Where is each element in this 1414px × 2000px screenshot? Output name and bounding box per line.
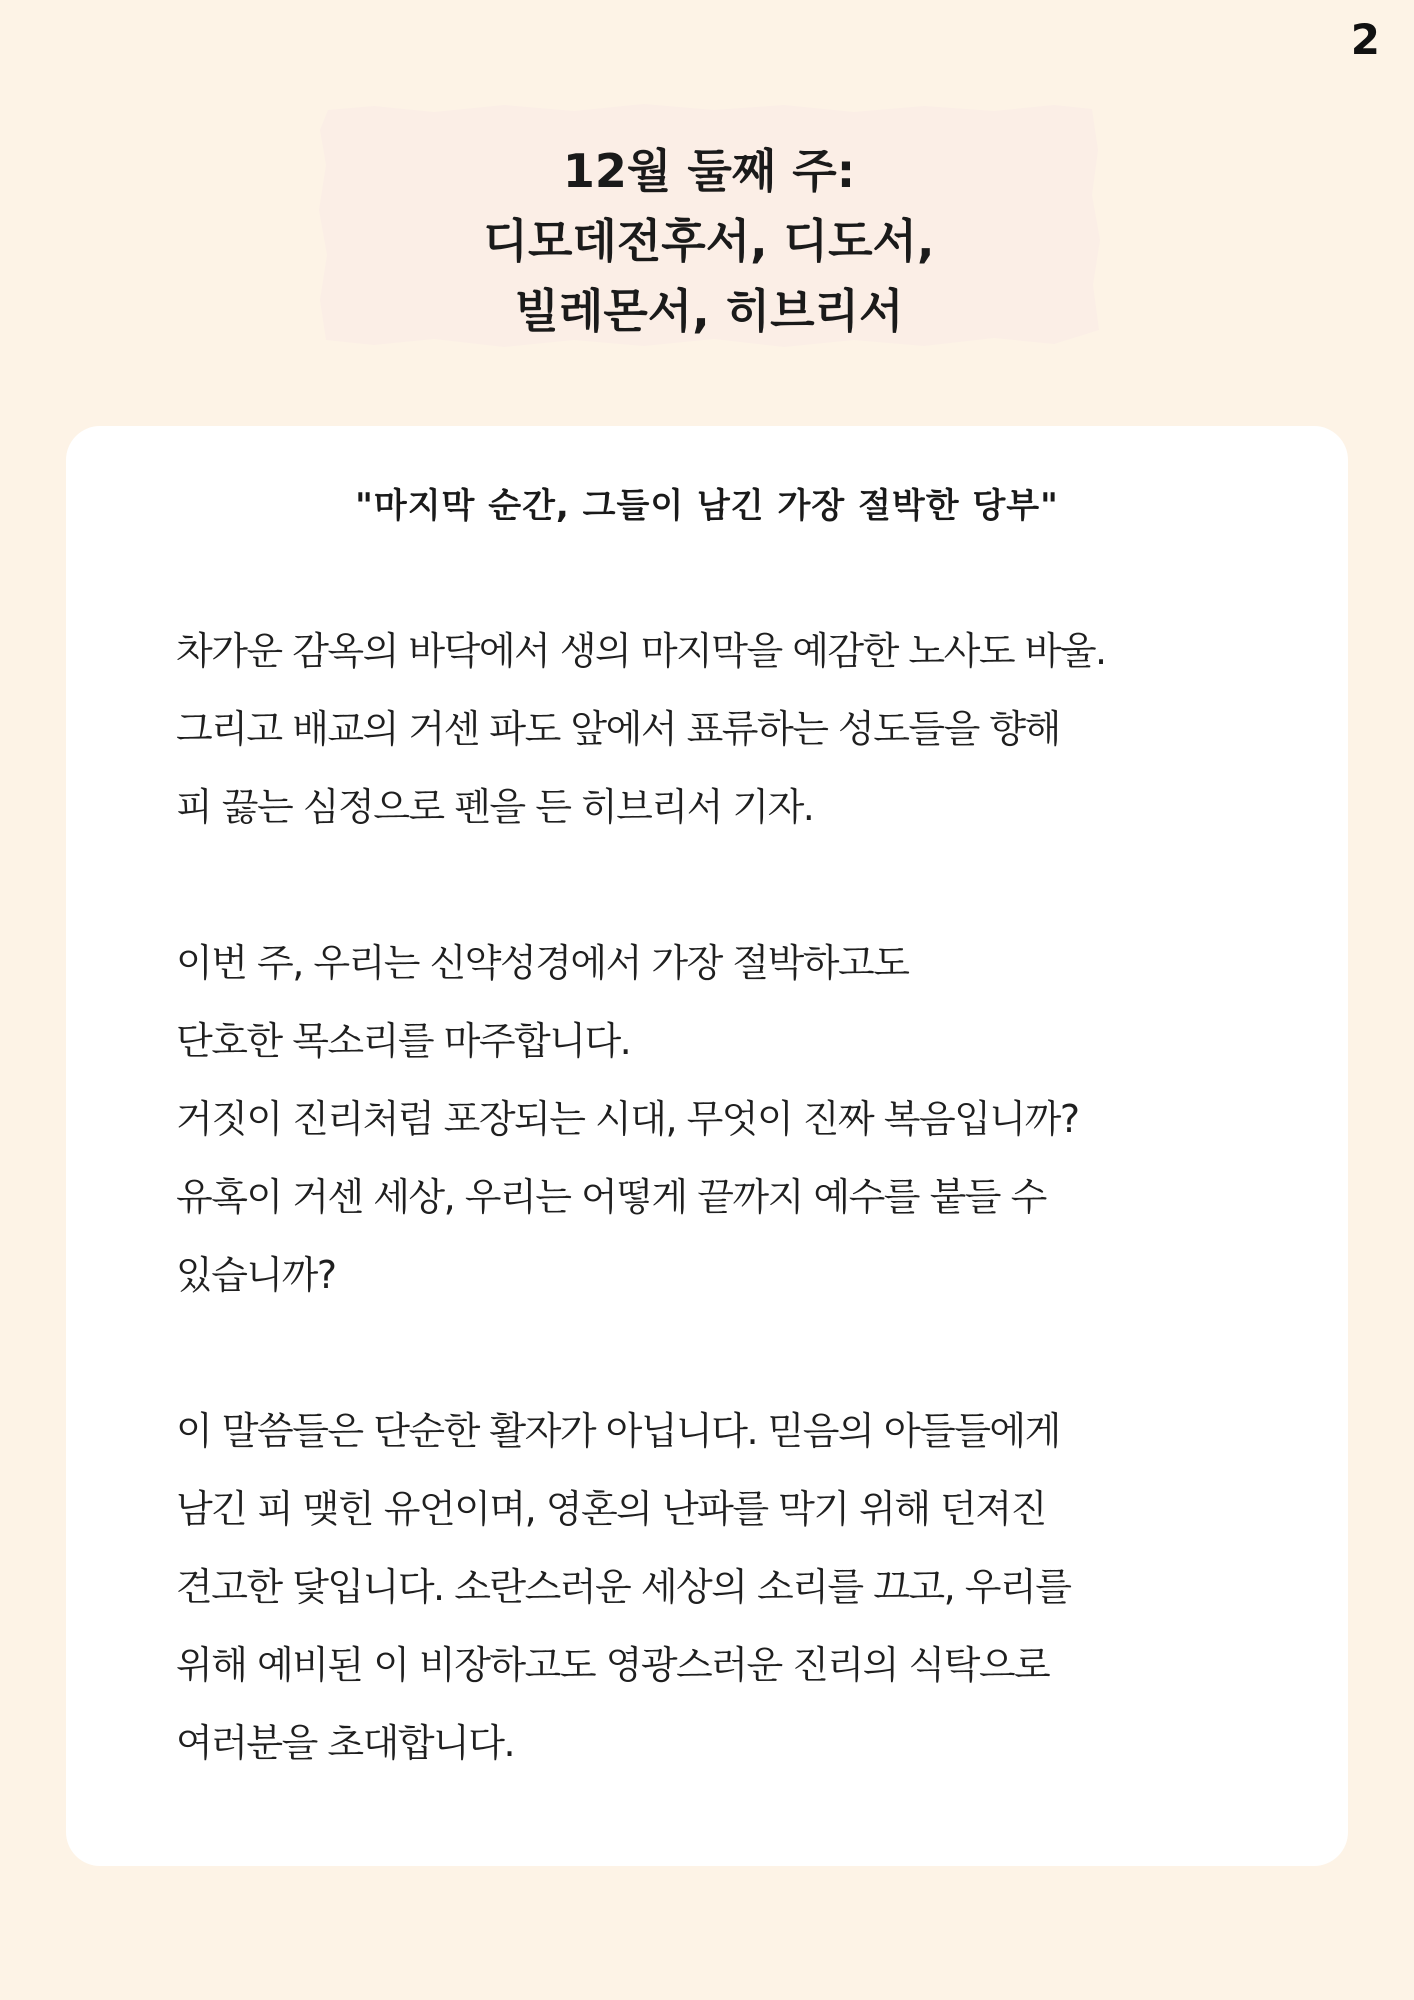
text-line: 유혹이 거센 세상, 우리는 어떻게 끝까지 예수를 붙들 수 (176, 1175, 1046, 1219)
text-line: 피 끓는 심정으로 펜을 든 히브리서 기자. (176, 785, 814, 829)
text-line: 이번 주, 우리는 신약성경에서 가장 절박하고도 (176, 941, 909, 985)
text-line: 여러분을 초대합니다. (176, 1721, 515, 1765)
paragraph (176, 924, 1256, 1314)
text-line: 그리고 배교의 거센 파도 앞에서 표류하는 성도들을 향해 (176, 707, 1060, 751)
text-line: 견고한 닻입니다. 소란스러운 세상의 소리를 끄고, 우리를 (176, 1565, 1071, 1609)
title-line: 디모데전후서, 디도서, (483, 214, 935, 268)
title-line: 12월 둘째 주: (562, 144, 856, 198)
paragraph (176, 612, 1256, 846)
page-number: 2 (1350, 15, 1380, 64)
text-line: 있습니까? (176, 1253, 336, 1297)
title-banner (314, 100, 1104, 352)
content-card (66, 426, 1348, 1866)
text-line: 차가운 감옥의 바닥에서 생의 마지막을 예감한 노사도 바울. (176, 629, 1106, 673)
title-line: 빌레몬서, 히브리서 (514, 284, 904, 338)
text-line: 위해 예비된 이 비장하고도 영광스러운 진리의 식탁으로 (176, 1643, 1050, 1687)
text-line: 거짓이 진리처럼 포장되는 시대, 무엇이 진짜 복음입니까? (176, 1097, 1079, 1141)
text-line: 이 말씀들은 단순한 활자가 아닙니다. 믿음의 아들들에게 (176, 1409, 1060, 1453)
text-line: 남긴 피 맺힌 유언이며, 영혼의 난파를 막기 위해 던져진 (176, 1487, 1046, 1531)
card-body (176, 612, 1256, 1782)
page-title (314, 136, 1104, 346)
paragraph (176, 1392, 1256, 1782)
card-subtitle: "마지막 순간, 그들이 남긴 가장 절박한 당부" (355, 486, 1059, 526)
text-line: 단호한 목소리를 마주합니다. (176, 1019, 631, 1063)
